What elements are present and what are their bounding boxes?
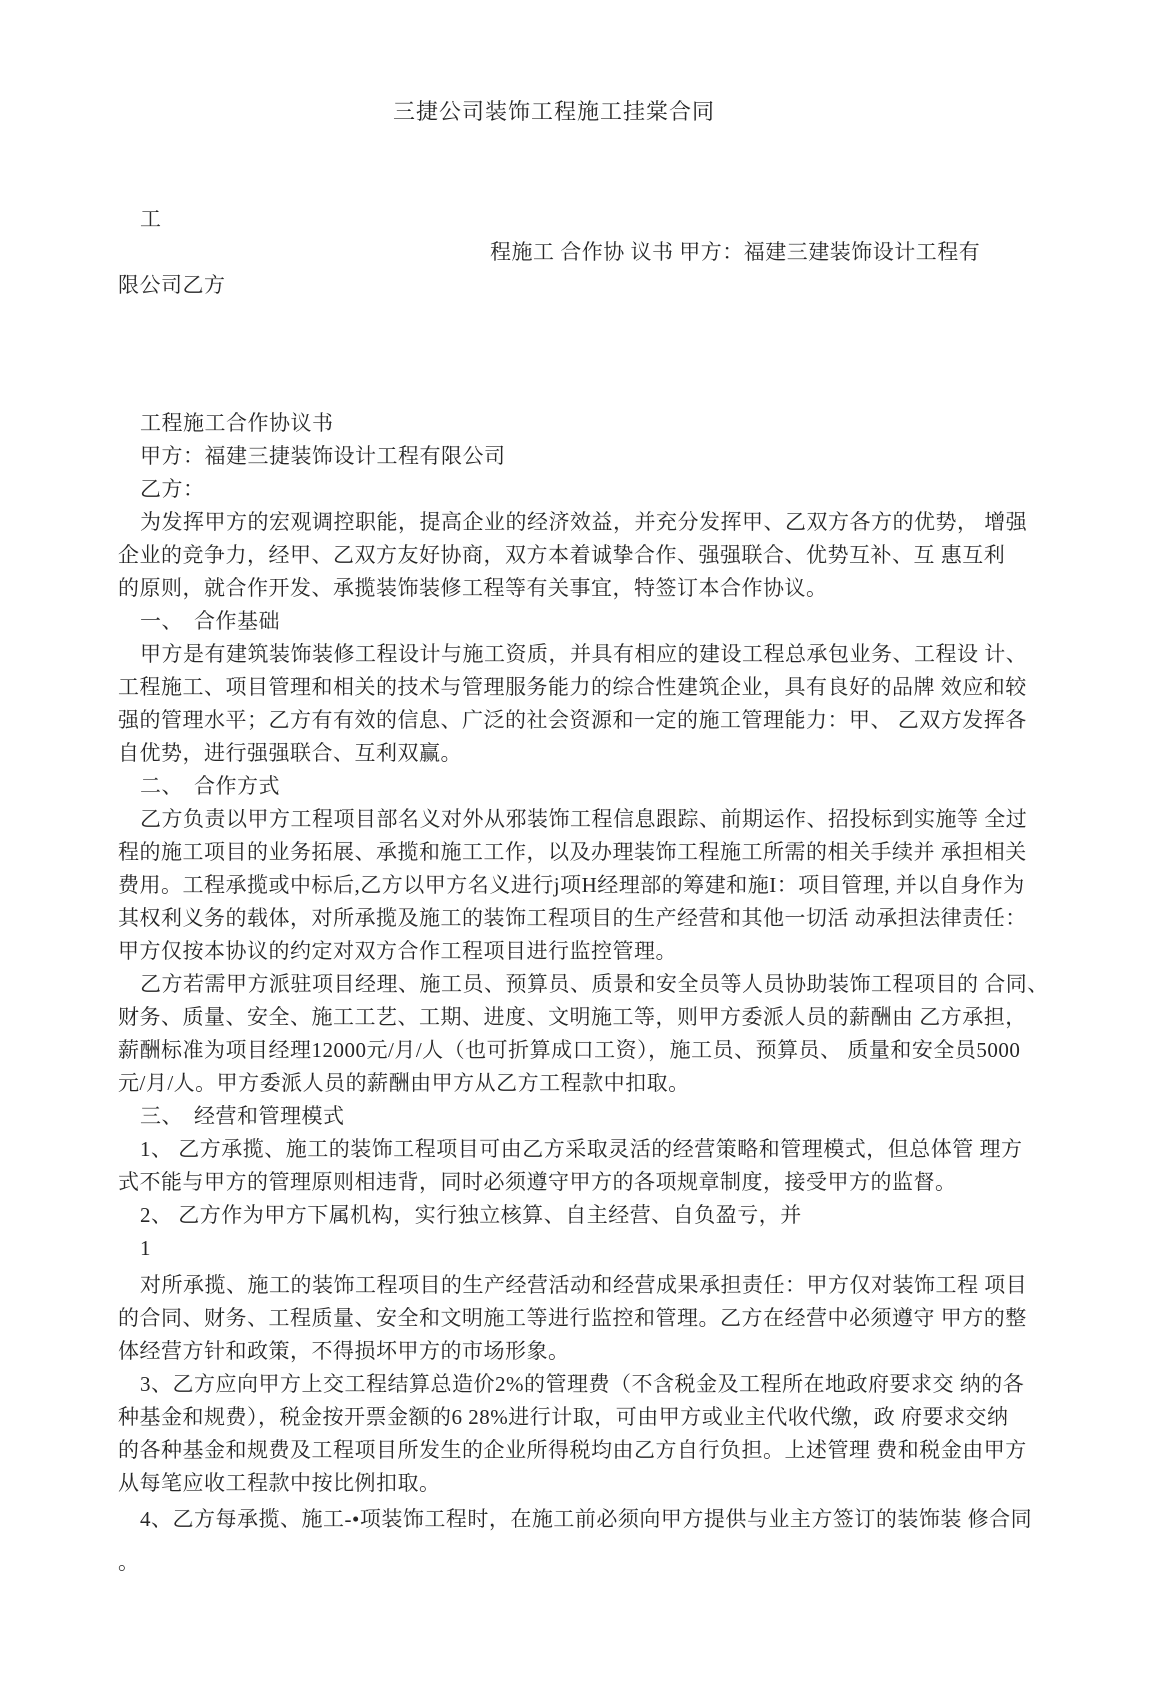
document-line: 1: [140, 1236, 151, 1260]
document-line: 三、 经营和管理模式: [140, 1104, 345, 1128]
document-line: 的合同、财务、工程质量、安全和文明施工等进行监控和管理。乙方在经营中必须遵守 甲方的整: [118, 1306, 1027, 1330]
document-line: 式不能与甲方的管理原则相违背，同时必须遵守甲方的各项规章制度，接受甲方的监督。: [118, 1170, 957, 1194]
document-body: [118, 203, 1056, 1579]
document-line: 乙方若需甲方派驻项目经理、施工员、预算员、质景和安全员等人员协助装饰工程项目的 合同、: [140, 972, 1049, 996]
document-line: 财务、质量、安全、施工工艺、工期、进度、文明施工等，则甲方委派人员的薪酬由 乙方承担，: [118, 1005, 1027, 1029]
document-line: 工: [140, 207, 162, 231]
document-line: 体经营方针和政策，不得损坏甲方的市场形象。: [118, 1339, 570, 1363]
document-line: 的原则，就合作开发、承揽装饰装修工程等有关事宜，特签订本合作协议。: [118, 576, 828, 600]
document-line: 二、 合作方式: [140, 774, 280, 798]
document-line: 乙方：: [140, 477, 205, 501]
document-line: 4、乙方每承揽、施工-•项装饰工程时，在施工前必须向甲方提供与业主方签订的装饰装 修合同: [140, 1507, 1033, 1531]
document-line: 甲方是有建筑装饰装修工程设计与施工资质，并具有相应的建设工程总承包业务、工程设 计、: [140, 642, 1028, 666]
document-line: 自优势，进行强强联合、互利双赢。: [118, 741, 462, 765]
document-line: 企业的竞争力，经甲、乙双方友好协商，双方本着诚挚合作、强强联合、优势互补、互 惠互利: [118, 543, 1006, 567]
document-line: 乙方负责以甲方工程项目部名义对外从邪装饰工程信息跟踪、前期运作、招投标到实施等 全过: [140, 807, 1028, 831]
document-line: 为发挥甲方的宏观调控职能，提高企业的经济效益，并充分发挥甲、乙双方各方的优势， 增强: [140, 510, 1028, 534]
document-line: 费用。工程承揽或中标后,乙方以甲方名义进行j项H经理部的筹建和施I：项目管理, 并以自身作为: [118, 873, 1025, 897]
document-line: 种基金和规费），税金按开票金额的6 28%进行计取，可由甲方或业主代收代缴，政 府要求交纳: [118, 1405, 1009, 1429]
document-line: 其权利义务的载体，对所承揽及施工的装饰工程项目的生产经营和其他一切活 动承担法律责任：: [118, 906, 1027, 930]
document-line: 工程施工合作协议书: [140, 411, 334, 435]
document-line: 工程施工、项目管理和相关的技术与管理服务能力的综合性建筑企业，具有良好的品牌 效应和较: [118, 675, 1027, 699]
document-line: 甲方：福建三捷装饰设计工程有限公司: [140, 444, 506, 468]
document-line: 3、乙方应向甲方上交工程结算总造价2%的管理费（不含税金及工程所在地政府要求交 纳的各: [140, 1372, 1025, 1396]
document-line: 对所承揽、施工的装饰工程项目的生产经营活动和经营成果承担责任：甲方仅对装饰工程 项目: [140, 1273, 1028, 1297]
document-line: 从每笔应收工程款中按比例扣取。: [118, 1471, 441, 1495]
document-line: 2、 乙方作为甲方下属机构，实行独立核算、自主经营、自负盈亏，并: [140, 1203, 802, 1227]
document-line: 1、 乙方承揽、施工的装饰工程项目可由乙方采取灵活的经营策略和管理模式，但总体管 理方: [140, 1137, 1023, 1161]
document-line: 薪酬标准为项目经理12000元/月/人（也可折算成口工资），施工员、预算员、 质量和安全员5000: [118, 1038, 1021, 1062]
document-line: 甲方仅按本协议的约定对双方合作工程项目进行监控管理。: [118, 939, 677, 963]
document-line: 元/月/人。甲方委派人员的薪酬由甲方从乙方工程款中扣取。: [118, 1071, 690, 1095]
document-line: 限公司乙方: [118, 273, 226, 297]
document-line: 程施工 合作协 议书 甲方：福建三建装饰设计工程有: [490, 240, 981, 264]
document-title: 三捷公司装饰工程施工挂棠合同: [392, 99, 715, 124]
document-line: 。: [118, 1550, 140, 1574]
document-line: 程的施工项目的业务拓展、承揽和施工工作，以及办理装饰工程施工所需的相关手续并 承担相关: [118, 840, 1027, 864]
document-line: 的各种基金和规费及工程项目所发生的企业所得税均由乙方自行负担。上述管理 费和税金由甲方: [118, 1438, 1027, 1462]
document-line: 一、 合作基础: [140, 609, 280, 633]
document-line: 强的管理水平；乙方有有效的信息、广泛的社会资源和一定的施工管理能力：甲、 乙双方发挥各: [118, 708, 1027, 732]
